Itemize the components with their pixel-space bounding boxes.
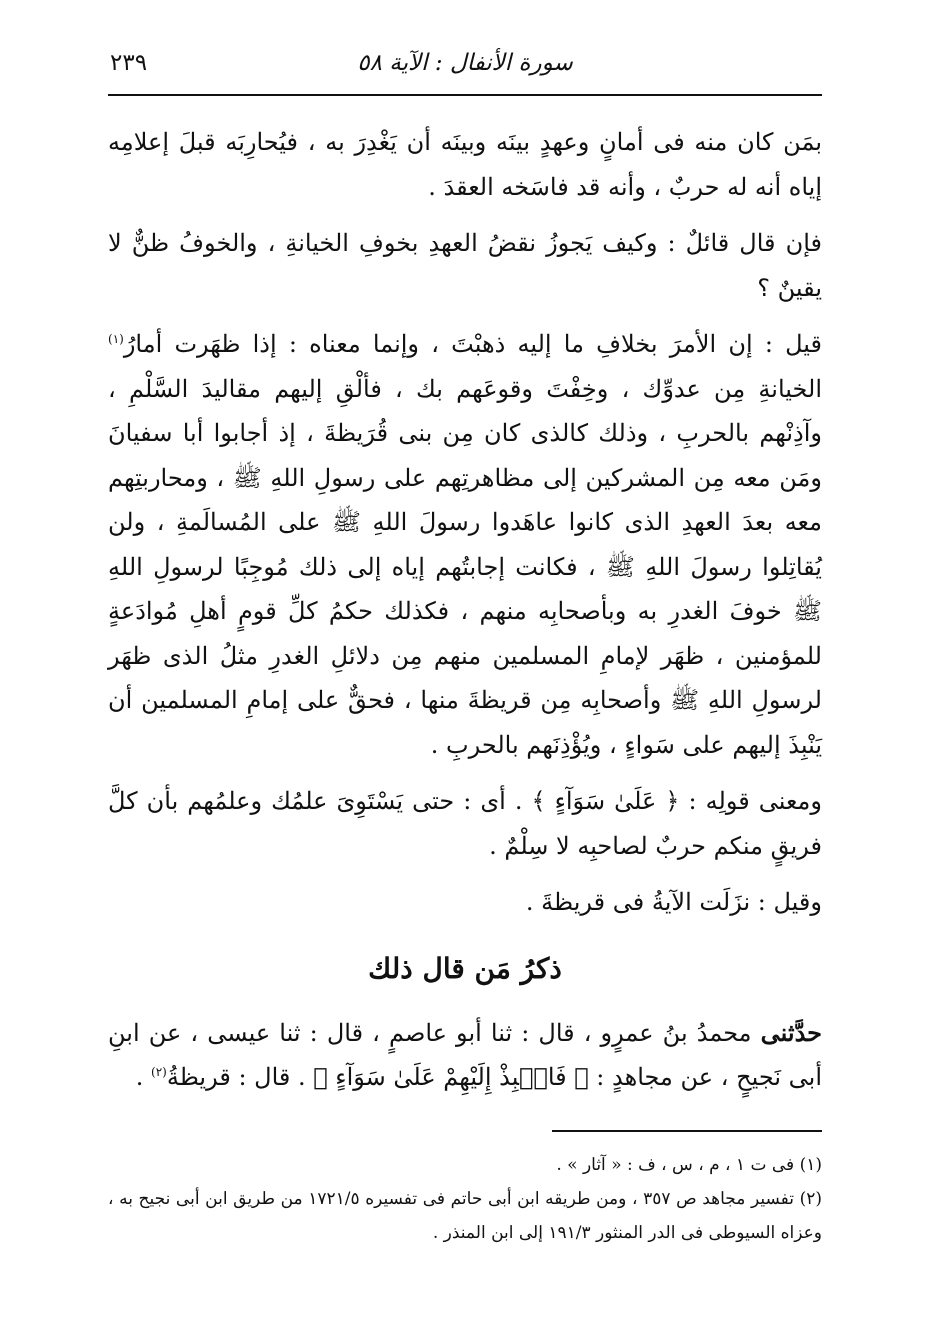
book-page <box>108 44 822 1250</box>
paragraph-meaning: ومعنى قولِه : ﴿ عَلَىٰ سَوَآءٍ ﴾ . أى : حتى يَسْتَوِىَ علمُك وعلمُهم بأن كلَّ فريقٍ منكم حربٌ لصاحبِه لا سِلْمٌ . <box>108 787 822 860</box>
footnotes <box>108 1148 822 1250</box>
main-text <box>108 120 822 1100</box>
section-heading: ذكرُ مَن قال ذلك <box>368 951 562 985</box>
header-rule <box>108 94 822 96</box>
paragraph-continuation: بمَن كان منه فى أمانٍ وعهدٍ بينَه وبينَه أن يَغْدِرَ به ، فيُحارِبَه قبلَ إعلامِه إياه أنه له حربٌ ، وأنه قد فاسَخه العقدَ . <box>108 128 822 201</box>
narration-text: محمدُ بنُ عمرٍو ، قال : ثنا أبو عاصمٍ ، قال : ثنا عيسى ، عن ابنِ أبى نَجيحٍ ، عن مجاهدٍ : ﴿ فَانۢبِذْ إِلَيْهِمْ عَلَىٰ سَوَآءٍ ﴾ . قال : قريظةُ <box>108 1018 822 1091</box>
paragraph-reply: قيل : إن الأمرَ بخلافِ ما إليه ذهبْتَ ، وإنما معناه : إذا ظهَرت أمارُ$^{(١)}$ الخيانةِ مِن عدوِّك ، وخِفْتَ وقوعَهم بك ، فألْقِ إليهم مقاليدَ السَّلْمِ ، وآذِنْهم بالحربِ ، وذلك كالذى كان مِن بنى قُرَيظةَ ، إذ أجابوا أبا سفيانَ ومَن معه مِن المشركين إلى مظاهرتِهم على رسولِ اللهِ ﷺ ، ومحاربتِهم معه بعدَ العهدِ الذى كانوا عاهَدوا رسولَ اللهِ ﷺ على المُسالَمةِ ، ولن يُقاتِلوا رسولَ اللهِ ﷺ ، فكانت إجابتُهم إياه إلى ذلك مُوجِبًا لرسولِ اللهِ ﷺ خوفَ الغدرِ به وبأصحابِه منهم ، فكذلك حكمُ كلِّ قومٍ أهلِ مُوادَعةٍ للمؤمنين ، ظهَر لإمامِ المسلمين منهم مِن دلائلِ الغدرِ مثلُ الذى ظهَر لرسولِ اللهِ ﷺ وأصحابِه مِن قريظةَ منها ، فحقٌّ على إمامِ المسلمين أن يَنْبِذَ إليهم على سَواءٍ ، ويُؤْذِنَهم بالحربِ . <box>108 330 822 759</box>
footnote-1: (١) فى ت ١ ، م ، س ، ف : « آثار » . <box>556 1154 822 1175</box>
narration-end: . <box>135 1063 152 1091</box>
paragraph-objection: فإن قال قائلٌ : وكيف يَجوزُ نقضُ العهدِ بخوفِ الخيانةِ ، والخوفُ ظنٌّ لا يقينٌ ؟ <box>108 229 823 302</box>
narration-lead: حدَّثنى <box>760 1017 822 1047</box>
footnote-rule <box>552 1130 822 1132</box>
footnote-2: (٢) تفسير مجاهد ص ٣٥٧ ، ومن طريقه ابن أبى حاتم فى تفسيره ١٧٢١/٥ من طريق ابن أبى نجيح به ، وعزاه السيوطى فى الدر المنثور ١٩١/٣ إلى ابن المنذر . <box>108 1188 822 1243</box>
footnote-ref-2[interactable]: (٢) <box>151 1065 167 1079</box>
narration-paragraph <box>108 1011 822 1100</box>
paragraph-revelation: وقيل : نزَلَت الآيةُ فى قريظةَ . <box>525 888 822 916</box>
page-number: ٢٣٩ <box>110 50 148 76</box>
footnote-ref-1[interactable]: (١) <box>108 332 124 346</box>
running-title: سورة الأنفال : الآية ٥٨ <box>357 50 573 76</box>
running-header <box>108 44 822 88</box>
